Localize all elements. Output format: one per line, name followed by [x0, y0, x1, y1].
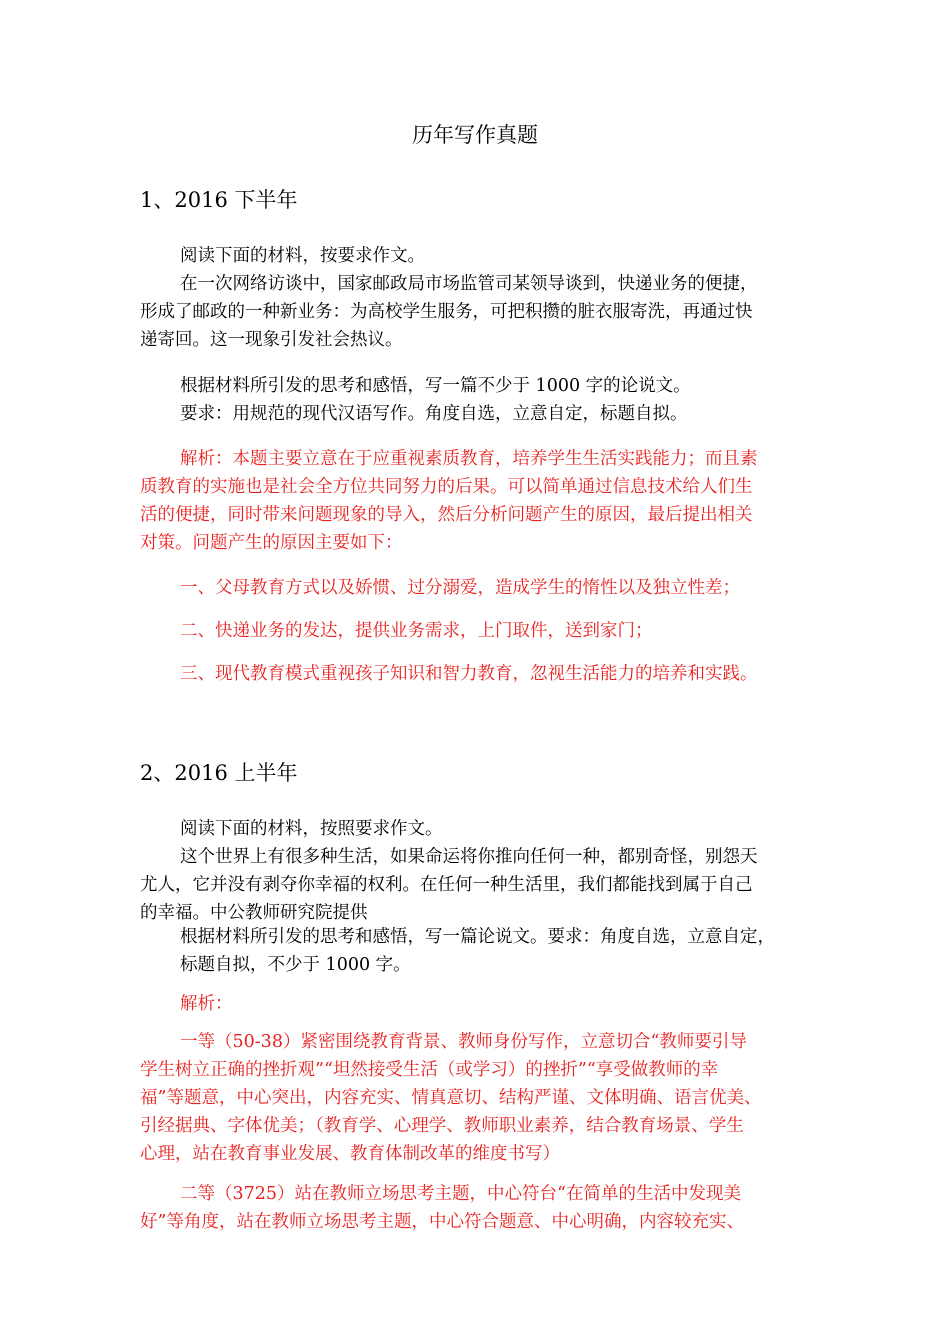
section1-requirement: 要求：用规范的现代汉语写作。角度自选，立意自定，标题自拟。	[180, 404, 688, 424]
section1-reason-item: 二、快递业务的发达，提供业务需求，上门取件，送到家门；	[180, 621, 653, 641]
section2-grade1-line: 福”等题意，中心突出，内容充实、情真意切、结构严谨、文体明确、语言优美、	[140, 1088, 762, 1108]
section2-task-line: 根据材料所引发的思考和感悟，写一篇论说文。要求：角度自选，立意自定，	[180, 927, 775, 947]
section1-analysis-line: 质教育的实施也是社会全方位共同努力的后果。可以简单通过信息技术给人们生	[140, 477, 753, 497]
section1-material-line: 形成了邮政的一种新业务：为高校学生服务，可把积攒的脏衣服寄洗，再通过快	[140, 302, 753, 322]
section1-task: 根据材料所引发的思考和感悟，写一篇不少于 1000 字的论说文。	[180, 376, 691, 396]
section2-analysis-label: 解析：	[180, 994, 233, 1014]
section1-prompt: 阅读下面的材料，按要求作文。	[180, 246, 425, 266]
page-title: 历年写作真题	[412, 123, 538, 147]
section2-material-line: 这个世界上有很多种生活，如果命运将你推向任何一种，都别奇怪，别怨天	[180, 847, 758, 867]
section2-grade1-line: 学生树立正确的挫折观”“坦然接受生活（或学习）的挫折”“享受做教师的幸	[140, 1060, 719, 1080]
section2-material-line: 尤人，它并没有剥夺你幸福的权利。在任何一种生活里，我们都能找到属于自己	[140, 875, 753, 895]
section2-grade1-line: 引经据典、字体优美；（教育学、心理学、教师职业素养，结合教育场景、学生	[140, 1116, 744, 1136]
section1-reason-item: 三、现代教育模式重视孩子知识和智力教育，忽视生活能力的培养和实践。	[180, 664, 758, 684]
section2-grade2-line: 二等（3725）站在教师立场思考主题，中心符台“在简单的生活中发现美	[180, 1184, 741, 1204]
section1-reason-item: 一、父母教育方式以及娇惯、过分溺爱，造成学生的惰性以及独立性差；	[180, 578, 740, 598]
section1-heading: 1、2016 下半年	[140, 188, 298, 212]
section2-grade2-line: 好”等角度，站在教师立场思考主题，中心符合题意、中心明确，内容较充实、	[140, 1212, 744, 1232]
section1-material-line: 在一次网络访谈中，国家邮政局市场监管司某领导谈到，快递业务的便捷，	[180, 274, 758, 294]
section2-grade1-line: 一等（50-38）紧密围绕教育背景、教师身份写作，立意切合“教师要引导	[180, 1032, 747, 1052]
section1-material-line: 递寄回。这一现象引发社会热议。	[140, 330, 403, 350]
section2-grade1-line: 心理，站在教育事业发展、教育体制改革的维度书写）	[140, 1144, 560, 1164]
section2-task-line: 标题自拟，不少于 1000 字。	[180, 955, 411, 975]
section2-heading: 2、2016 上半年	[140, 761, 298, 785]
section1-analysis-line: 解析：本题主要立意在于应重视素质教育，培养学生生活实践能力；而且素	[180, 449, 758, 469]
section2-material-line: 的幸福。中公教师研究院提供	[140, 903, 368, 923]
section1-analysis-line: 活的便捷，同时带来问题现象的导入，然后分析问题产生的原因，最后提出相关	[140, 505, 753, 525]
section2-prompt: 阅读下面的材料，按照要求作文。	[180, 819, 443, 839]
section1-analysis-line: 对策。问题产生的原因主要如下：	[140, 533, 403, 553]
